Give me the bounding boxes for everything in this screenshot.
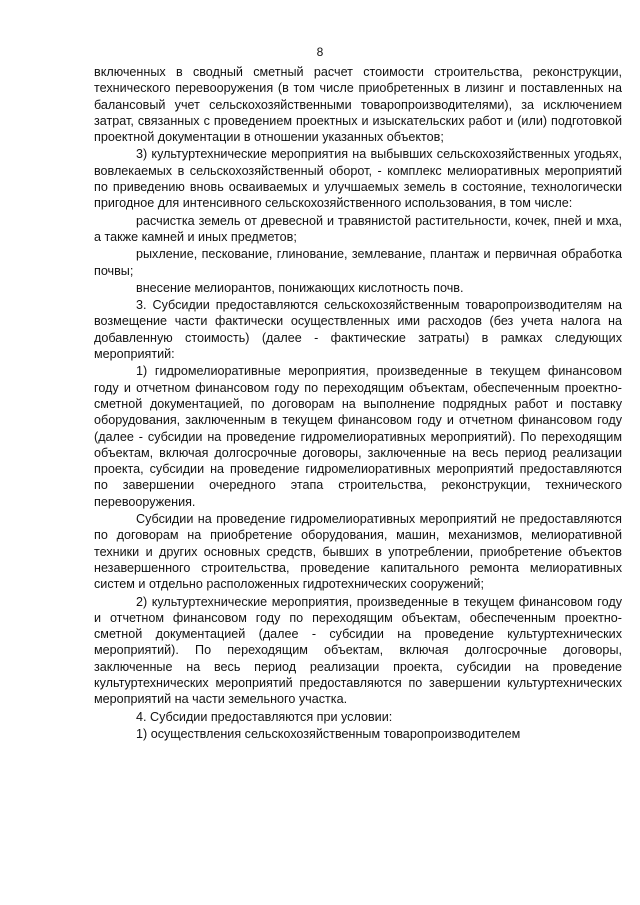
paragraph-11: 1) осуществления сельскохозяйственным товаропроизводителем <box>136 726 521 741</box>
paragraph-8: Субсидии на проведение гидромелиоративных мероприятий не предоставляются по договорам на приобретение оборудования, машин, механизмов, мелиоративной техники и других основных средств, бывших в употреблении, приобретение объектов незавершенного строительства, проведение капитального ремонта мелиоративных систем и отдельно расположенных гидротехнических сооружений; <box>94 512 622 592</box>
paragraph-1: включенных в сводный сметный расчет стоимости строительства, реконструкции, технического перевооружения (в том числе приобретенных в лизинг и поставленных на балансовый учет сельскохозяйственными товаропроизводителями), за исключением затрат, связанных с проведением проектных и изыскательских работ и (или) подготовкой проектной документации в отношении указанных объектов; <box>94 65 622 145</box>
paragraph-6: 3. Субсидии предоставляются сельскохозяйственным товаропроизводителям на возмещение части фактически осуществленных ими расходов (без учета налога на добавленную стоимость) (далее - фактические затраты) в рамках следующих мероприятий: <box>94 298 622 362</box>
paragraph-9: 2) культуртехнические мероприятия, произведенные в текущем финансовом году и отчетном финансовом году по переходящим объектам, обеспеченным проектно-сметной документацией (далее - субсидии на проведение культуртехнических мероприятий). По переходящим объектам, включая долгосрочные договоры, заключенные на весь период реализации проекта, субсидии на проведение культуртехнических мероприятий предоставляются по завершении культуртехнических мероприятий на части земельного участка. <box>94 594 622 707</box>
paragraph-3: расчистка земель от древесной и травянистой растительности, кочек, пней и мха, а также камней и иных предметов; <box>94 213 622 244</box>
paragraph-2: 3) культуртехнические мероприятия на выбывших сельскохозяйственных угодьях, вовлекаемых в сельскохозяйственный оборот, - комплекс мелиоративных мероприятий по приведению вновь осваиваемых и улучшаемых земель в состояние, технологически пригодное для интенсивного сельскохозяйственного использования, в том числе: <box>94 147 622 211</box>
paragraph-4: рыхление, пескование, глинование, землевание, плантаж и первичная обработка почвы; <box>94 247 622 278</box>
paragraph-10: 4. Субсидии предоставляются при условии: <box>136 709 393 724</box>
paragraph-5: внесение мелиорантов, понижающих кислотность почв. <box>136 280 464 295</box>
paragraph-7: 1) гидромелиоративные мероприятия, произведенные в текущем финансовом году и отчетном финансовом году по переходящим объектам, обеспеченным проектно-сметной документацией, по договорам на выполнение подрядных работ и поставку оборудования, заключенным в текущем финансовом году и отчетном финансовом году (далее - субсидии на проведение гидромелиоративных мероприятий). По переходящим объектам, включая долгосрочные договоры, заключенные на весь период реализации проекта, субсидии на проведение гидромелиоративных мероприятий предоставляются по завершении очередного этапа строительства, реконструкции, технического перевооружения. <box>94 364 622 509</box>
document-body <box>94 64 622 743</box>
page-number: 8 <box>316 45 324 59</box>
